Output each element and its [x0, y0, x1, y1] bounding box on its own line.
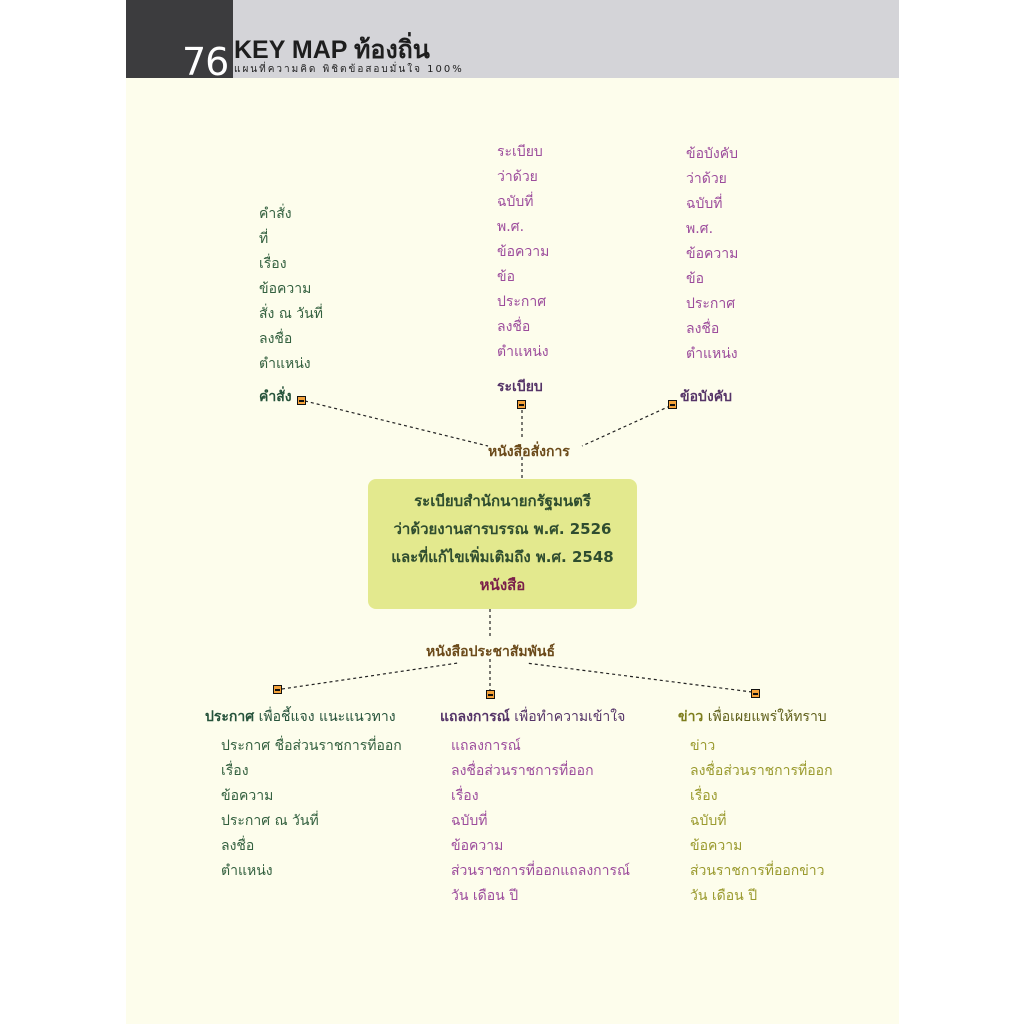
- center-line-3: และที่แก้ไขเพิ่มเติมถึง พ.ศ. 2548: [391, 548, 614, 566]
- statement-heading: [440, 706, 625, 728]
- list-item: ข้อ: [686, 271, 704, 287]
- list-item: ประกาศ: [497, 294, 547, 310]
- connector-order: [305, 401, 488, 446]
- list-item: ฉบับที่: [497, 194, 534, 210]
- announcement-node-icon: [273, 685, 282, 694]
- center-line-4: หนังสือ: [479, 576, 526, 594]
- list-item: ข่าว: [690, 738, 716, 754]
- news-node-icon: [751, 689, 760, 698]
- list-item: ข้อความ: [259, 281, 312, 297]
- list-item: ข้อความ: [690, 838, 743, 854]
- regulation-label: ระเบียบ: [497, 379, 543, 395]
- connector-bylaw: [582, 406, 670, 446]
- list-item: ข้อบังคับ: [686, 146, 738, 162]
- list-item: เรื่อง: [221, 763, 249, 779]
- list-item: ลงชื่อส่วนราชการที่ออก: [690, 763, 833, 779]
- connector-announcement: [282, 663, 458, 689]
- list-item: เรื่อง: [690, 788, 718, 804]
- list-item: เรื่อง: [451, 788, 479, 804]
- list-item: ลงชื่อ: [221, 838, 255, 854]
- header-title: KEY MAP ท้องถิ่น: [234, 36, 430, 64]
- list-item: พ.ศ.: [497, 219, 525, 235]
- bylaw-item-list: [686, 142, 738, 367]
- regulation-node-icon: [517, 400, 526, 409]
- header-subtitle: แผนที่ความคิด พิชิตข้อสอบมั่นใจ 100%: [234, 64, 464, 75]
- list-item: เรื่อง: [259, 256, 287, 272]
- list-item: สั่ง ณ วันที่: [259, 306, 323, 322]
- statement-item-list: [451, 734, 630, 909]
- list-item: ว่าด้วย: [497, 169, 538, 185]
- list-item: พ.ศ.: [686, 221, 714, 237]
- bylaw-node-icon: [668, 400, 677, 409]
- regulation-item-list: [497, 140, 549, 365]
- list-item: ส่วนราชการที่ออกแถลงการณ์: [451, 863, 630, 879]
- list-item: ระเบียบ: [497, 144, 543, 160]
- bylaw-label: ข้อบังคับ: [680, 389, 732, 405]
- bottom-hub-label: หนังสือประชาสัมพันธ์: [426, 644, 555, 660]
- news-heading: [678, 706, 827, 728]
- list-item: ตำแหน่ง: [497, 344, 549, 360]
- list-item: ข้อความ: [451, 838, 504, 854]
- news-desc: เพื่อเผยแพร่ให้ทราบ: [707, 709, 827, 725]
- list-item: ประกาศ ณ วันที่: [221, 813, 319, 829]
- order-node-icon: [297, 396, 306, 405]
- list-item: ข้อความ: [497, 244, 550, 260]
- list-item: ส่วนราชการที่ออกข่าว: [690, 863, 825, 879]
- list-item: ตำแหน่ง: [221, 863, 273, 879]
- list-item: ข้อความ: [221, 788, 274, 804]
- list-item: ลงชื่อส่วนราชการที่ออก: [451, 763, 594, 779]
- list-item: แถลงการณ์: [451, 738, 521, 754]
- list-item: วัน เดือน ปี: [690, 888, 758, 904]
- list-item: ฉบับที่: [686, 196, 723, 212]
- announcement-label: ประกาศ: [205, 709, 255, 725]
- announcement-heading: [205, 706, 396, 728]
- center-line-1: ระเบียบสำนักนายกรัฐมนตรี: [414, 492, 591, 510]
- list-item: ที่: [259, 231, 269, 247]
- list-item: วัน เดือน ปี: [451, 888, 519, 904]
- order-item-list: [259, 202, 323, 377]
- top-hub-label: หนังสือสั่งการ: [488, 444, 570, 460]
- order-label: คำสั่ง: [259, 389, 292, 405]
- statement-desc: เพื่อทำความเข้าใจ: [514, 709, 626, 725]
- announcement-desc: เพื่อชี้แจง แนะแนวทาง: [258, 709, 396, 725]
- list-item: ฉบับที่: [451, 813, 488, 829]
- list-item: ประกาศ: [686, 296, 736, 312]
- statement-node-icon: [486, 690, 495, 699]
- center-line-2: ว่าด้วยงานสารบรรณ พ.ศ. 2526: [393, 520, 612, 538]
- list-item: ลงชื่อ: [259, 331, 293, 347]
- statement-label: แถลงการณ์: [440, 709, 510, 725]
- connector-news: [526, 663, 752, 692]
- list-item: ข้อ: [497, 269, 515, 285]
- announcement-item-list: [221, 734, 402, 884]
- list-item: ประกาศ ชื่อส่วนราชการที่ออก: [221, 738, 402, 754]
- list-item: ข้อความ: [686, 246, 739, 262]
- center-topic-box: [368, 479, 637, 609]
- list-item: คำสั่ง: [259, 206, 292, 222]
- list-item: ตำแหน่ง: [259, 356, 311, 372]
- news-item-list: [690, 734, 833, 909]
- list-item: ว่าด้วย: [686, 171, 727, 187]
- list-item: ลงชื่อ: [686, 321, 720, 337]
- page-number: 76: [182, 40, 229, 84]
- list-item: ตำแหน่ง: [686, 346, 738, 362]
- list-item: ฉบับที่: [690, 813, 727, 829]
- list-item: ลงชื่อ: [497, 319, 531, 335]
- news-label: ข่าว: [678, 709, 704, 725]
